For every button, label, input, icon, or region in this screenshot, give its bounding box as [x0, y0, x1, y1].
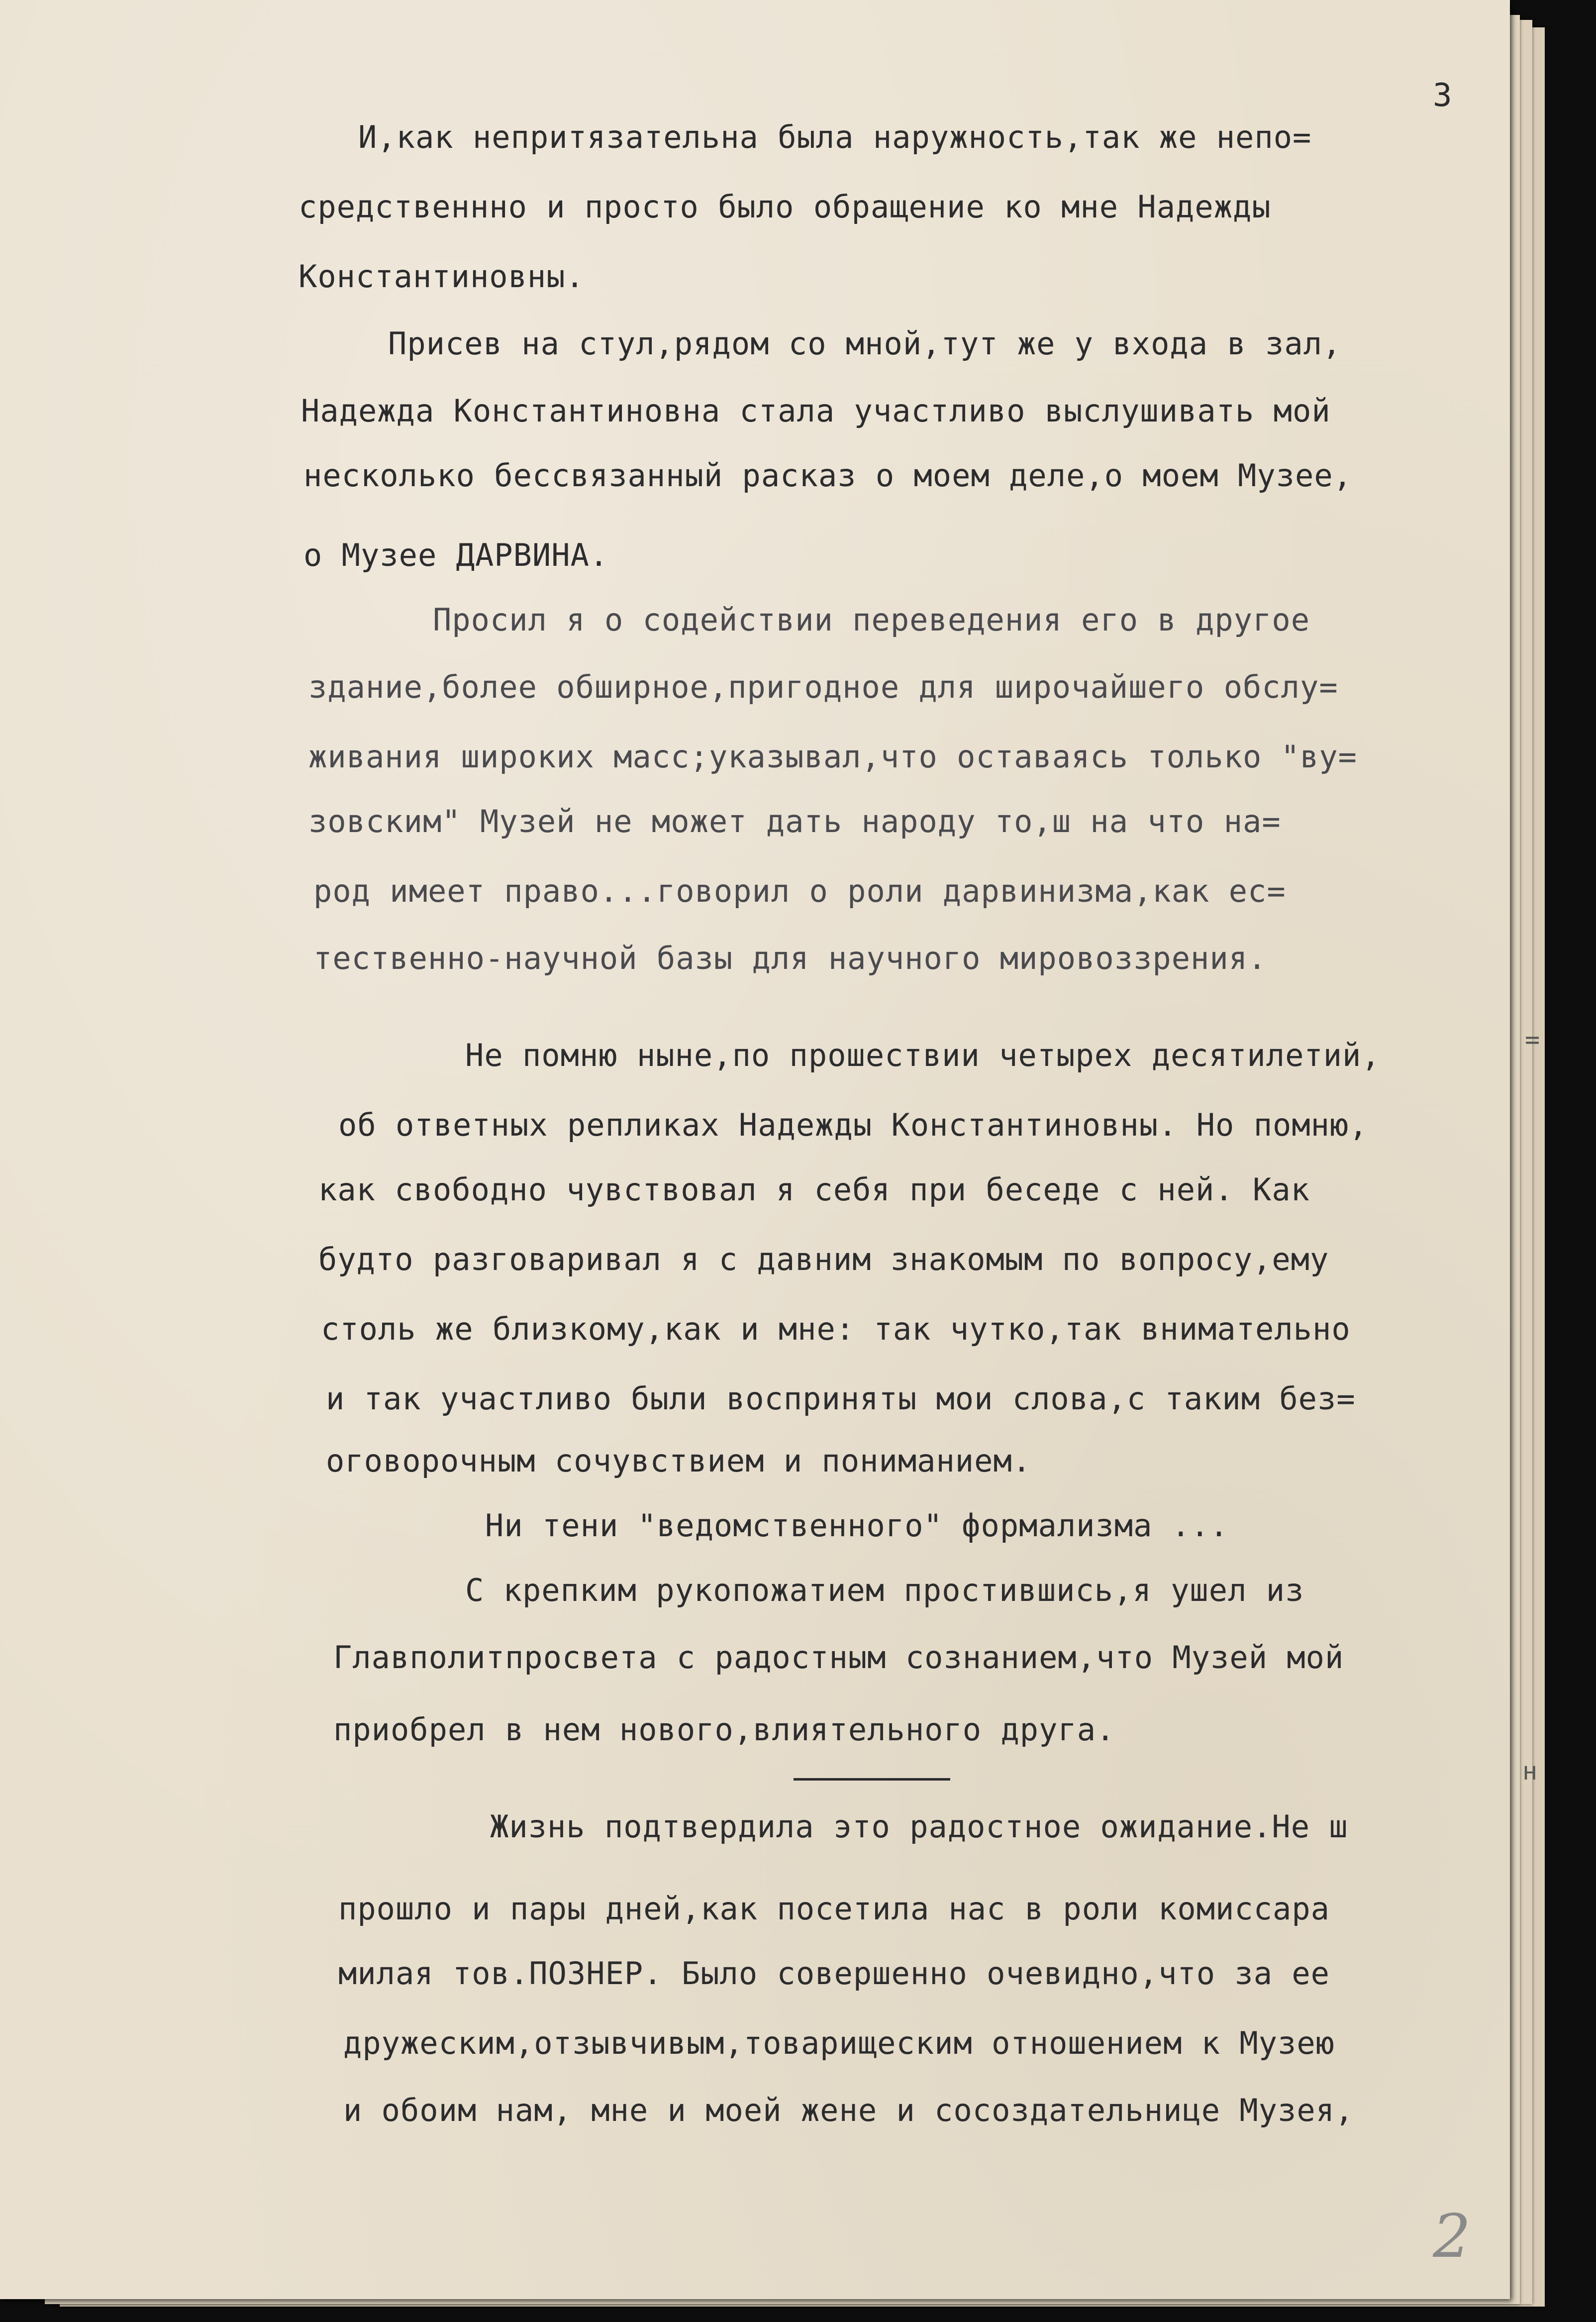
- text-line: здание,более обширное,пригодное для широчайшего обслу=: [308, 669, 1338, 705]
- text-line: Надежда Константиновна стала участливо выслушивать мой: [301, 393, 1331, 429]
- text-line: тественно-научной базы для научного мировоззрения.: [313, 940, 1267, 976]
- text-line: оговорочным сочувствием и пониманием.: [326, 1443, 1032, 1479]
- margin-mark: н: [1522, 1757, 1538, 1786]
- text-line: милая тов.ПОЗНЕР. Было совершенно очевидно,что за ее: [338, 1955, 1330, 1992]
- text-line: Ни тени "ведомственного" формализма ...: [485, 1507, 1229, 1544]
- text-line: Не помню ныне,по прошествии четырех десятилетий,: [465, 1037, 1381, 1073]
- text-line: зовским" Музей не может дать народу то,ш на что на=: [308, 803, 1281, 840]
- text-line: приобрел в нем нового,влиятельного друга.: [333, 1711, 1115, 1748]
- page-number: 3: [1433, 77, 1452, 114]
- text-line: Присев на стул,рядом со мной,тут же у входа в зал,: [388, 325, 1342, 362]
- text-line: и так участливо были восприняты мои слова,с таким без=: [326, 1380, 1356, 1417]
- text-line: С крепким рукопожатием простившись,я ушел из: [465, 1572, 1304, 1608]
- text-line: живания широких масс;указывал,что оставаясь только "ву=: [308, 739, 1357, 775]
- section-divider: [794, 1778, 950, 1781]
- text-line: о Музее ДАРВИНА.: [303, 537, 609, 573]
- text-line: столь же близкому,как и мне: так чутко,так внимательно: [321, 1311, 1351, 1347]
- margin-mark: =: [1525, 1025, 1540, 1054]
- text-line: как свободно чувствовал я себя при беседе с ней. Как: [318, 1171, 1310, 1208]
- text-line: Константиновны.: [299, 258, 585, 295]
- text-line: род имеет право...говорил о роли дарвинизма,как ес=: [313, 873, 1286, 909]
- text-line: Главполитпросвета с радостным сознанием,что Музей мой: [333, 1639, 1344, 1676]
- text-line: средственнно и просто было обращение ко мне Надежды: [299, 189, 1271, 225]
- archive-folio-number: 2: [1433, 2202, 1471, 2271]
- text-line: дружеским,отзывчивым,товарищеским отношением к Музею: [343, 2025, 1335, 2061]
- text-line: Просил я о содействии переведения его в другое: [433, 602, 1310, 638]
- text-line: будто разговаривал я с давним знакомым по вопросу,ему: [318, 1241, 1329, 1277]
- text-line: Жизнь подтвердила это радостное ожидание.Не ш: [490, 1808, 1348, 1845]
- text-line: несколько бессвязанный расказ о моем деле,о моем Музее,: [303, 457, 1352, 494]
- text-line: и обоим нам, мне и моей жене и сосоздательнице Музея,: [343, 2092, 1354, 2128]
- text-line: И,как непритязательна была наружность,так же непо=: [358, 119, 1312, 155]
- text-line: прошло и пары дней,как посетила нас в роли комиссара: [338, 1891, 1330, 1927]
- text-line: об ответных репликах Надежды Константиновны. Но помню,: [338, 1107, 1368, 1143]
